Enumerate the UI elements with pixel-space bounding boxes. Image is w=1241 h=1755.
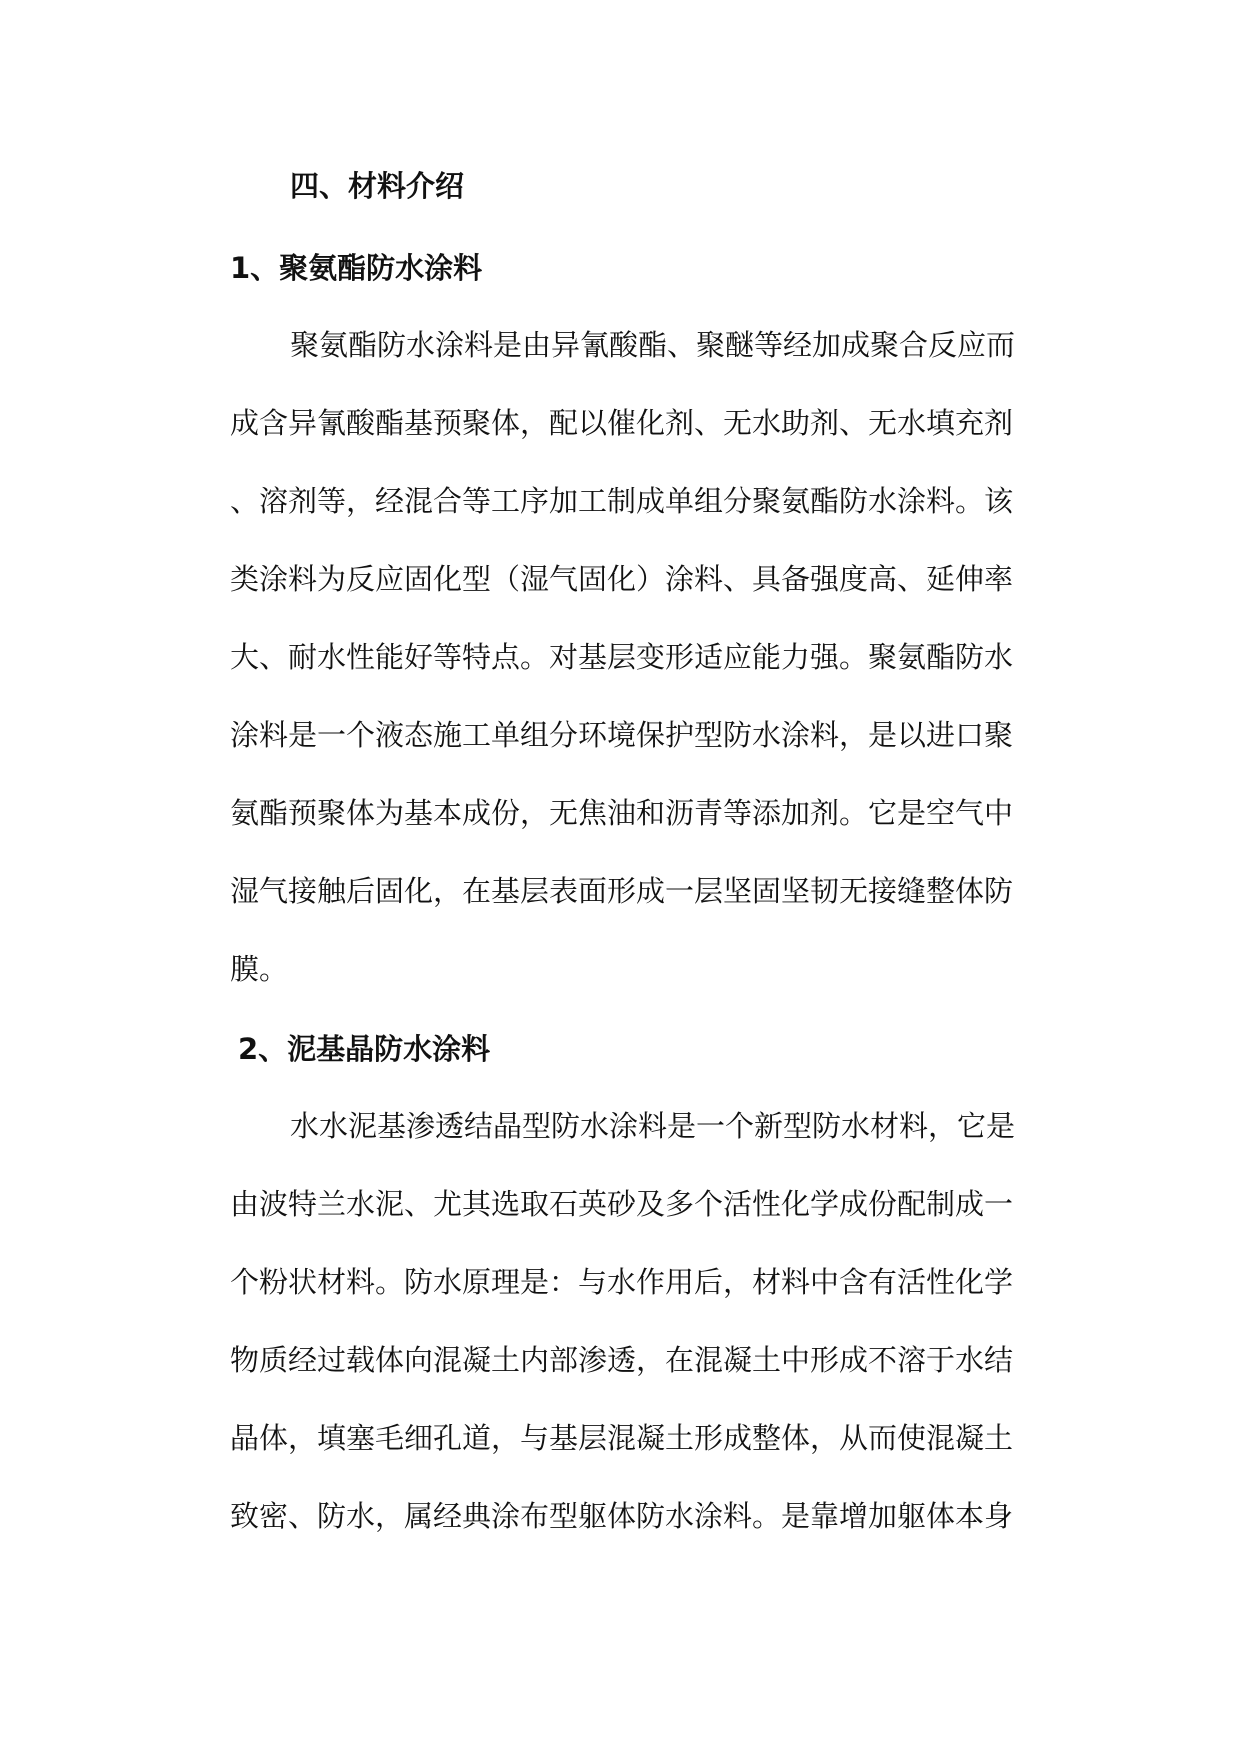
paragraph-line: 致密、防水，属经典涂布型躯体防水涂料。是靠增加躯体本身 <box>230 1499 1014 1533</box>
section-title: 四、材料介绍 <box>290 169 465 203</box>
paragraph-line: 湿气接触后固化，在基层表面形成一层坚固坚韧无接缝整体防 <box>230 874 1014 908</box>
paragraph-cement-crystalline <box>230 1087 1050 1555</box>
paragraph-line: 聚氨酯防水涂料是由异氰酸酯、聚醚等经加成聚合反应而 <box>290 328 1016 362</box>
paragraph-polyurethane <box>230 306 1050 1008</box>
item-heading-cement-crystalline: 2、泥基晶防水涂料 <box>238 1032 491 1066</box>
paragraph-line: 大、耐水性能好等特点。对基层变形适应能力强。聚氨酯防水 <box>230 640 1014 674</box>
paragraph-line: 物质经过载体向混凝土内部渗透，在混凝土中形成不溶于水结 <box>230 1343 1014 1377</box>
paragraph-line: 水水泥基渗透结晶型防水涂料是一个新型防水材料，它是 <box>290 1109 1016 1143</box>
paragraph-line: 膜。 <box>230 952 289 986</box>
paragraph-line: 涂料是一个液态施工单组分环境保护型防水涂料，是以进口聚 <box>230 718 1014 752</box>
item-heading-polyurethane: 1、聚氨酯防水涂料 <box>230 251 483 285</box>
paragraph-line: 成含异氰酸酯基预聚体，配以催化剂、无水助剂、无水填充剂 <box>230 406 1014 440</box>
paragraph-line: 、溶剂等，经混合等工序加工制成单组分聚氨酯防水涂料。该 <box>230 484 1014 518</box>
paragraph-line: 个粉状材料。防水原理是：与水作用后，材料中含有活性化学 <box>230 1265 1014 1299</box>
paragraph-line: 晶体，填塞毛细孔道，与基层混凝土形成整体，从而使混凝土 <box>230 1421 1014 1455</box>
paragraph-line: 类涂料为反应固化型（湿气固化）涂料、具备强度高、延伸率 <box>230 562 1014 596</box>
paragraph-line: 由波特兰水泥、尤其选取石英砂及多个活性化学成份配制成一 <box>230 1187 1014 1221</box>
paragraph-line: 氨酯预聚体为基本成份，无焦油和沥青等添加剂。它是空气中 <box>230 796 1014 830</box>
